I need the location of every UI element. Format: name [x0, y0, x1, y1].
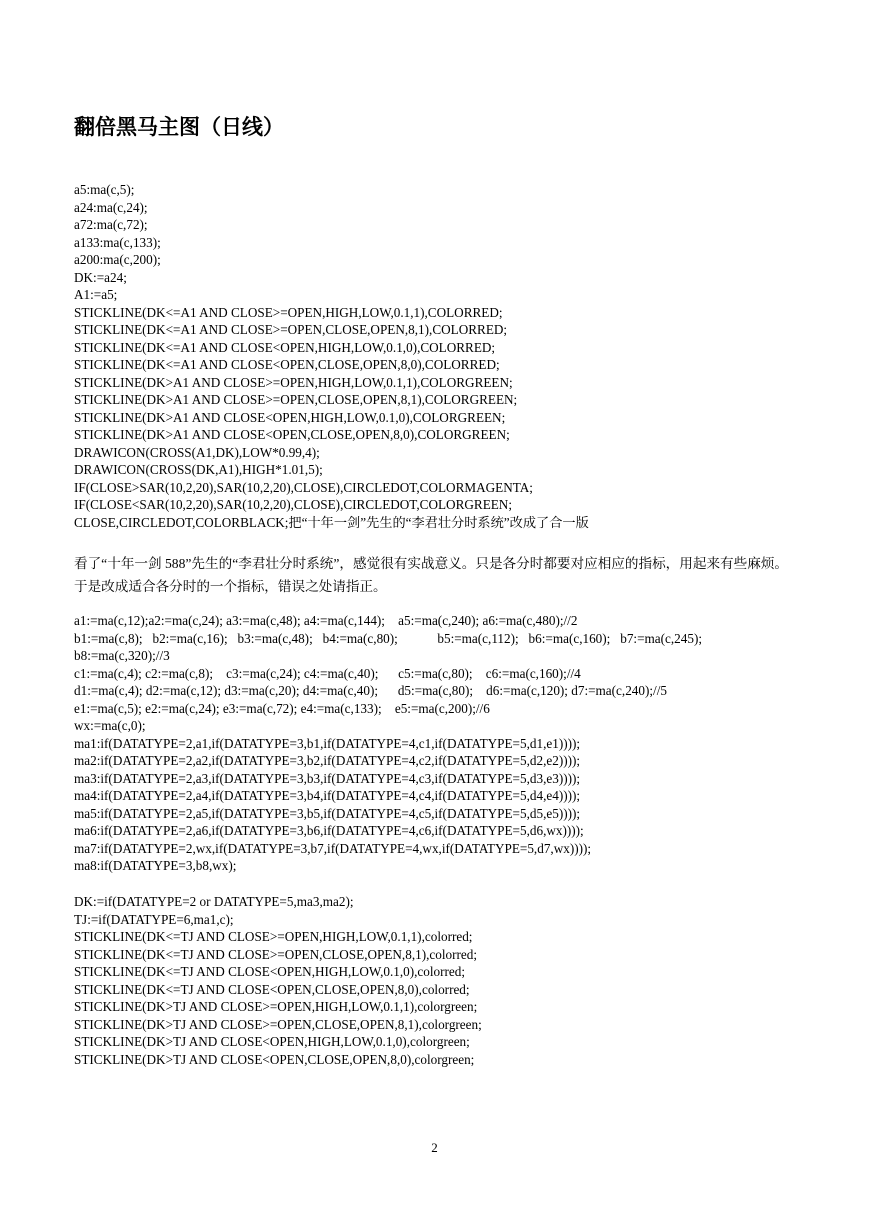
code-line: CLOSE,CIRCLEDOT,COLORBLACK;把“十年一剑”先生的“李君壮分时系统”改成了合一版 [74, 514, 589, 530]
code-line: STICKLINE(DK<=A1 AND CLOSE<OPEN,HIGH,LOW,0.1,0),COLORRED; [74, 339, 496, 355]
code-line: a200:ma(c,200); [74, 252, 161, 267]
code-line: DRAWICON(CROSS(A1,DK),LOW*0.99,4); [74, 444, 320, 460]
code-line: DRAWICON(CROSS(DK,A1),HIGH*1.01,5); [74, 462, 323, 477]
intro-paragraph: 看了“十年一剑 588”先生的“李君壮分时系统”，感觉很有实战意义。只是各分时都要对应相应的指标，用起来有些麻烦。于是改成适合各分时的一个指标，错误之处请指正。 [74, 556, 789, 594]
code-line: STICKLINE(DK<=TJ AND CLOSE>=OPEN,CLOSE,OPEN,8,1),colorred; [74, 946, 478, 962]
code-line: ma6:if(DATATYPE=2,a6,if(DATATYPE=3,b6,if(DATATYPE=4,c6,if(DATATYPE=5,d6,wx)))); [74, 823, 584, 838]
code-line: STICKLINE(DK<=TJ AND CLOSE>=OPEN,HIGH,LOW,0.1,1),colorred; [74, 929, 473, 944]
code-line: wx:=ma(c,0); [74, 718, 146, 733]
code-block-sticklines [74, 893, 804, 1068]
code-line: a1:=ma(c,12);a2:=ma(c,24); a3:=ma(c,48); a4:=ma(c,144); a5:=ma(c,240); a6:=ma(c,480);//2 [74, 613, 578, 628]
code-line: ma2:if(DATATYPE=2,a2,if(DATATYPE=3,b2,if(DATATYPE=4,c2,if(DATATYPE=5,d2,e2)))); [74, 753, 581, 768]
code-line: a72:ma(c,72); [74, 217, 148, 232]
code-line: b1:=ma(c,8); b2:=ma(c,16); b3:=ma(c,48); b4:=ma(c,80); b5:=ma(c,112); b6:=ma(c,160); b7:=ma(c,245); [74, 630, 703, 646]
page-number: 2 [431, 1140, 438, 1155]
code-line: TJ:=if(DATATYPE=6,ma1,c); [74, 911, 234, 927]
code-line: e1:=ma(c,5); e2:=ma(c,24); e3:=ma(c,72); e4:=ma(c,133); e5:=ma(c,200);//6 [74, 700, 490, 716]
code-line: DK:=a24; [74, 269, 127, 285]
code-line: d1:=ma(c,4); d2:=ma(c,12); d3:=ma(c,20); d4:=ma(c,40); d5:=ma(c,80); d6:=ma(c,120); d7:=ma(c,240);//5 [74, 683, 667, 698]
code-block-main-chart [74, 181, 804, 531]
code-line: STICKLINE(DK>TJ AND CLOSE>=OPEN,HIGH,LOW,0.1,1),colorgreen; [74, 999, 478, 1014]
code-line: b8:=ma(c,320);//3 [74, 648, 170, 663]
code-line: STICKLINE(DK>TJ AND CLOSE>=OPEN,CLOSE,OPEN,8,1),colorgreen; [74, 1016, 482, 1032]
code-line: c1:=ma(c,4); c2:=ma(c,8); c3:=ma(c,24); c4:=ma(c,40); c5:=ma(c,80); c6:=ma(c,160);//4 [74, 665, 581, 681]
code-line: STICKLINE(DK>TJ AND CLOSE<OPEN,CLOSE,OPEN,8,0),colorgreen; [74, 1051, 475, 1067]
code-line: STICKLINE(DK>A1 AND CLOSE<OPEN,HIGH,LOW,0.1,0),COLORGREEN; [74, 409, 506, 425]
code-line: STICKLINE(DK>A1 AND CLOSE>=OPEN,HIGH,LOW,0.1,1),COLORGREEN; [74, 374, 513, 390]
code-line: STICKLINE(DK>A1 AND CLOSE>=OPEN,CLOSE,OPEN,8,1),COLORGREEN; [74, 392, 518, 407]
code-line: STICKLINE(DK<=TJ AND CLOSE<OPEN,CLOSE,OPEN,8,0),colorred; [74, 981, 470, 997]
code-line: ma5:if(DATATYPE=2,a5,if(DATATYPE=3,b5,if(DATATYPE=4,c5,if(DATATYPE=5,d5,e5)))); [74, 805, 581, 821]
code-line: STICKLINE(DK<=A1 AND CLOSE>=OPEN,HIGH,LOW,0.1,1),COLORRED; [74, 304, 503, 320]
code-line: ma3:if(DATATYPE=2,a3,if(DATATYPE=3,b3,if(DATATYPE=4,c3,if(DATATYPE=5,d3,e3)))); [74, 770, 581, 786]
code-line: a133:ma(c,133); [74, 234, 161, 250]
code-line: DK:=if(DATATYPE=2 or DATATYPE=5,ma3,ma2); [74, 894, 354, 909]
code-block-moving-averages [74, 612, 804, 875]
code-line: STICKLINE(DK<=TJ AND CLOSE<OPEN,HIGH,LOW,0.1,0),colorred; [74, 964, 466, 979]
code-line: STICKLINE(DK>A1 AND CLOSE<OPEN,CLOSE,OPEN,8,0),COLORGREEN; [74, 427, 510, 442]
code-line: ma8:if(DATATYPE=3,b8,wx); [74, 858, 237, 873]
code-line: STICKLINE(DK<=A1 AND CLOSE>=OPEN,CLOSE,OPEN,8,1),COLORRED; [74, 322, 508, 337]
code-line: IF(CLOSE>SAR(10,2,20),SAR(10,2,20),CLOSE),CIRCLEDOT,COLORMAGENTA; [74, 479, 533, 495]
code-line: A1:=a5; [74, 287, 118, 302]
code-line: STICKLINE(DK<=A1 AND CLOSE<OPEN,CLOSE,OPEN,8,0),COLORRED; [74, 357, 500, 372]
code-line: ma7:if(DATATYPE=2,wx,if(DATATYPE=3,b7,if(DATATYPE=4,wx,if(DATATYPE=5,d7,wx)))); [74, 840, 592, 856]
code-line: IF(CLOSE<SAR(10,2,20),SAR(10,2,20),CLOSE),CIRCLEDOT,COLORGREEN; [74, 497, 512, 512]
code-line: ma4:if(DATATYPE=2,a4,if(DATATYPE=3,b4,if(DATATYPE=4,c4,if(DATATYPE=5,d4,e4)))); [74, 788, 581, 803]
code-line: STICKLINE(DK>TJ AND CLOSE<OPEN,HIGH,LOW,0.1,0),colorgreen; [74, 1034, 470, 1049]
code-line: ma1:if(DATATYPE=2,a1,if(DATATYPE=3,b1,if(DATATYPE=4,c1,if(DATATYPE=5,d1,e1)))); [74, 735, 581, 751]
code-line: a5:ma(c,5); [74, 182, 135, 197]
code-line: a24:ma(c,24); [74, 199, 148, 215]
page-title: 翻倍黑马主图（日线） [74, 115, 284, 139]
